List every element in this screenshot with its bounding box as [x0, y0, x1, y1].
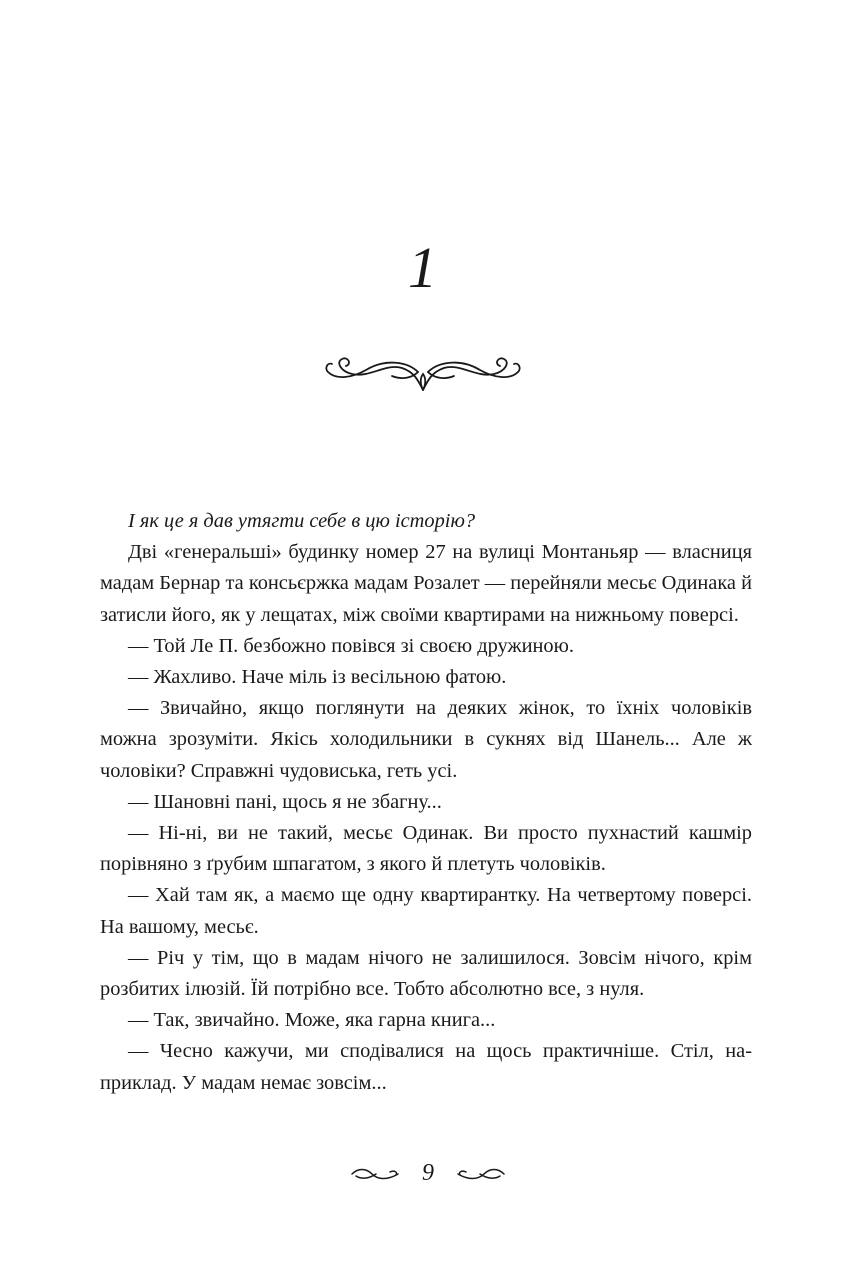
dialogue-line: — Ні-ні, ви не такий, месьє Одинак. Ви просто пухнастий кашмір порівняно з ґрубим шпагатом, з якого й плетуть чоловіків.	[100, 822, 752, 876]
page-number: 9	[422, 1160, 434, 1186]
paragraph: Дві «генеральші» будинку номер 27 на вулиці Монтаньяр — власниця мадам Бернар та консьєржка мадам Розалет — перейняли месьє Одинака й затисли його, як у лещатах, між своїми квартирами на нижньому поверсі.	[100, 541, 752, 626]
flourish-divider-icon	[322, 350, 524, 396]
page-footer	[0, 1156, 845, 1190]
dialogue-line: — Той Ле П. безбожно повівся зі своєю дружиною.	[128, 634, 574, 657]
dialogue-line: — Шановні пані, щось я не збагну...	[128, 790, 442, 813]
dialogue-line: — Хай там як, а маємо ще одну квартирантку. На четвертому поверсі. На вашому, месьє.	[100, 884, 752, 938]
footer-flourish-left-icon	[350, 1166, 400, 1182]
dialogue-line: — Так, звичайно. Може, яка гарна книга...	[128, 1009, 496, 1032]
dialogue-line: — Жахливо. Наче міль із весільною фатою.	[128, 666, 507, 689]
dialogue-line: — Річ у тім, що в мадам нічого не залишилося. Зовсім нічого, крім розбитих ілюзій. Їй потрібно все. Тобто абсолютно все, з нуля.	[100, 946, 752, 1001]
footer-flourish-right-icon	[456, 1166, 506, 1182]
body-text	[100, 506, 752, 1099]
epigraph: І як це я дав утягти себе в цю історію?	[128, 510, 476, 532]
dialogue-line: — Чесно кажучи, ми сподівалися на щось практичніше. Стіл, наприклад. У мадам немає зовсім...	[100, 1040, 752, 1094]
dialogue-line: — Звичайно, якщо поглянути на деяких жінок, то їхніх чоловіків можна зрозуміти. Якісь холодильники в сукнях від Шанель... Але ж чоловіки? Справжні чудовиська, геть усі.	[100, 697, 752, 782]
chapter-number: 1	[408, 235, 437, 300]
